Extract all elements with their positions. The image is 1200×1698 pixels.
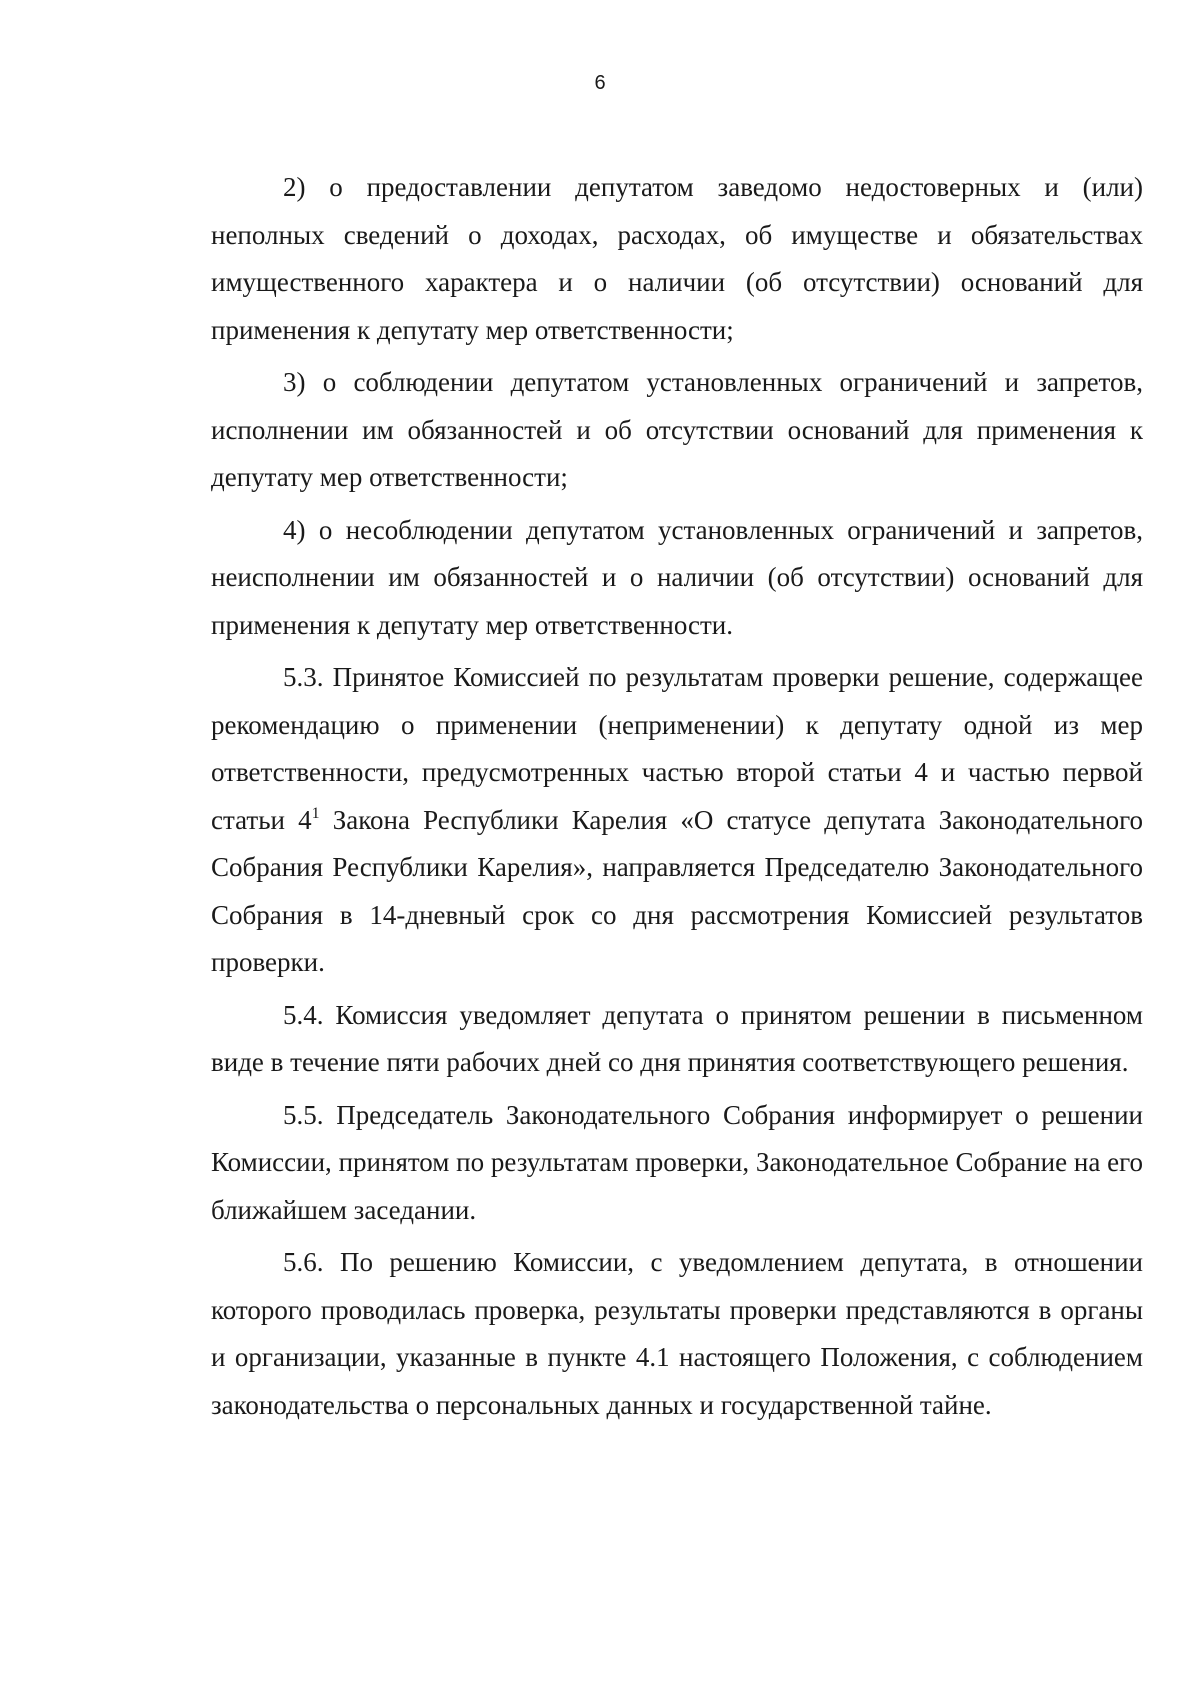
paragraph-5-3 [211,654,1143,987]
paragraph-item-2: 2) о предоставлении депутатом заведомо недостоверных и (или) неполных сведений о доходах, расходах, об имуществе и обязательствах имущественного характера и о наличии (об отсутствии) оснований для применения к депутату мер ответственности; [211,172,1143,345]
paragraph-5-6: 5.6. По решению Комиссии, с уведомлением депутата, в отношении которого проводилась проверка, результаты проверки представляются в органы и организации, указанные в пункте 4.1 настоящего Положения, с соблюдением законодательства о персональных данных и государственной тайне. [211,1247,1143,1420]
article-superscript: 1 [311,804,320,822]
page-number: 6 [594,72,606,94]
paragraph-item-4: 4) о несоблюдении депутатом установленных ограничений и запретов, неисполнении им обязанностей и о наличии (об отсутствии) оснований для применения к депутату мер ответственности. [211,514,1143,640]
paragraph-5-3-text-before: 5.3. Принятое Комиссией по результатам проверки решение, содержащее рекомендацию о применении (неприменении) к депутату одной из мер ответственности, предусмотренных частью второй статьи 4 и частью первой статьи 4 [211,662,1143,835]
paragraph-5-3-text-after: Закона Республики Карелия «О статусе депутата Законодательного Собрания Республики Карелия», направляется Председателю Законодательного Собрания в 14-дневный срок со дня рассмотрения Комиссией результатов проверки. [211,804,1143,977]
document-body [211,164,1143,1434]
paragraph-5-5: 5.5. Председатель Законодательного Собрания информирует о решении Комиссии, принятом по результатам проверки, Законодательное Собрание на его ближайшем заседании. [211,1099,1143,1225]
paragraph-item-3: 3) о соблюдении депутатом установленных ограничений и запретов, исполнении им обязанностей и об отсутствии оснований для применения к депутату мер ответственности; [211,367,1143,492]
paragraph-5-4: 5.4. Комиссия уведомляет депутата о принятом решении в письменном виде в течение пяти рабочих дней со дня принятия соответствующего решения. [211,999,1143,1077]
